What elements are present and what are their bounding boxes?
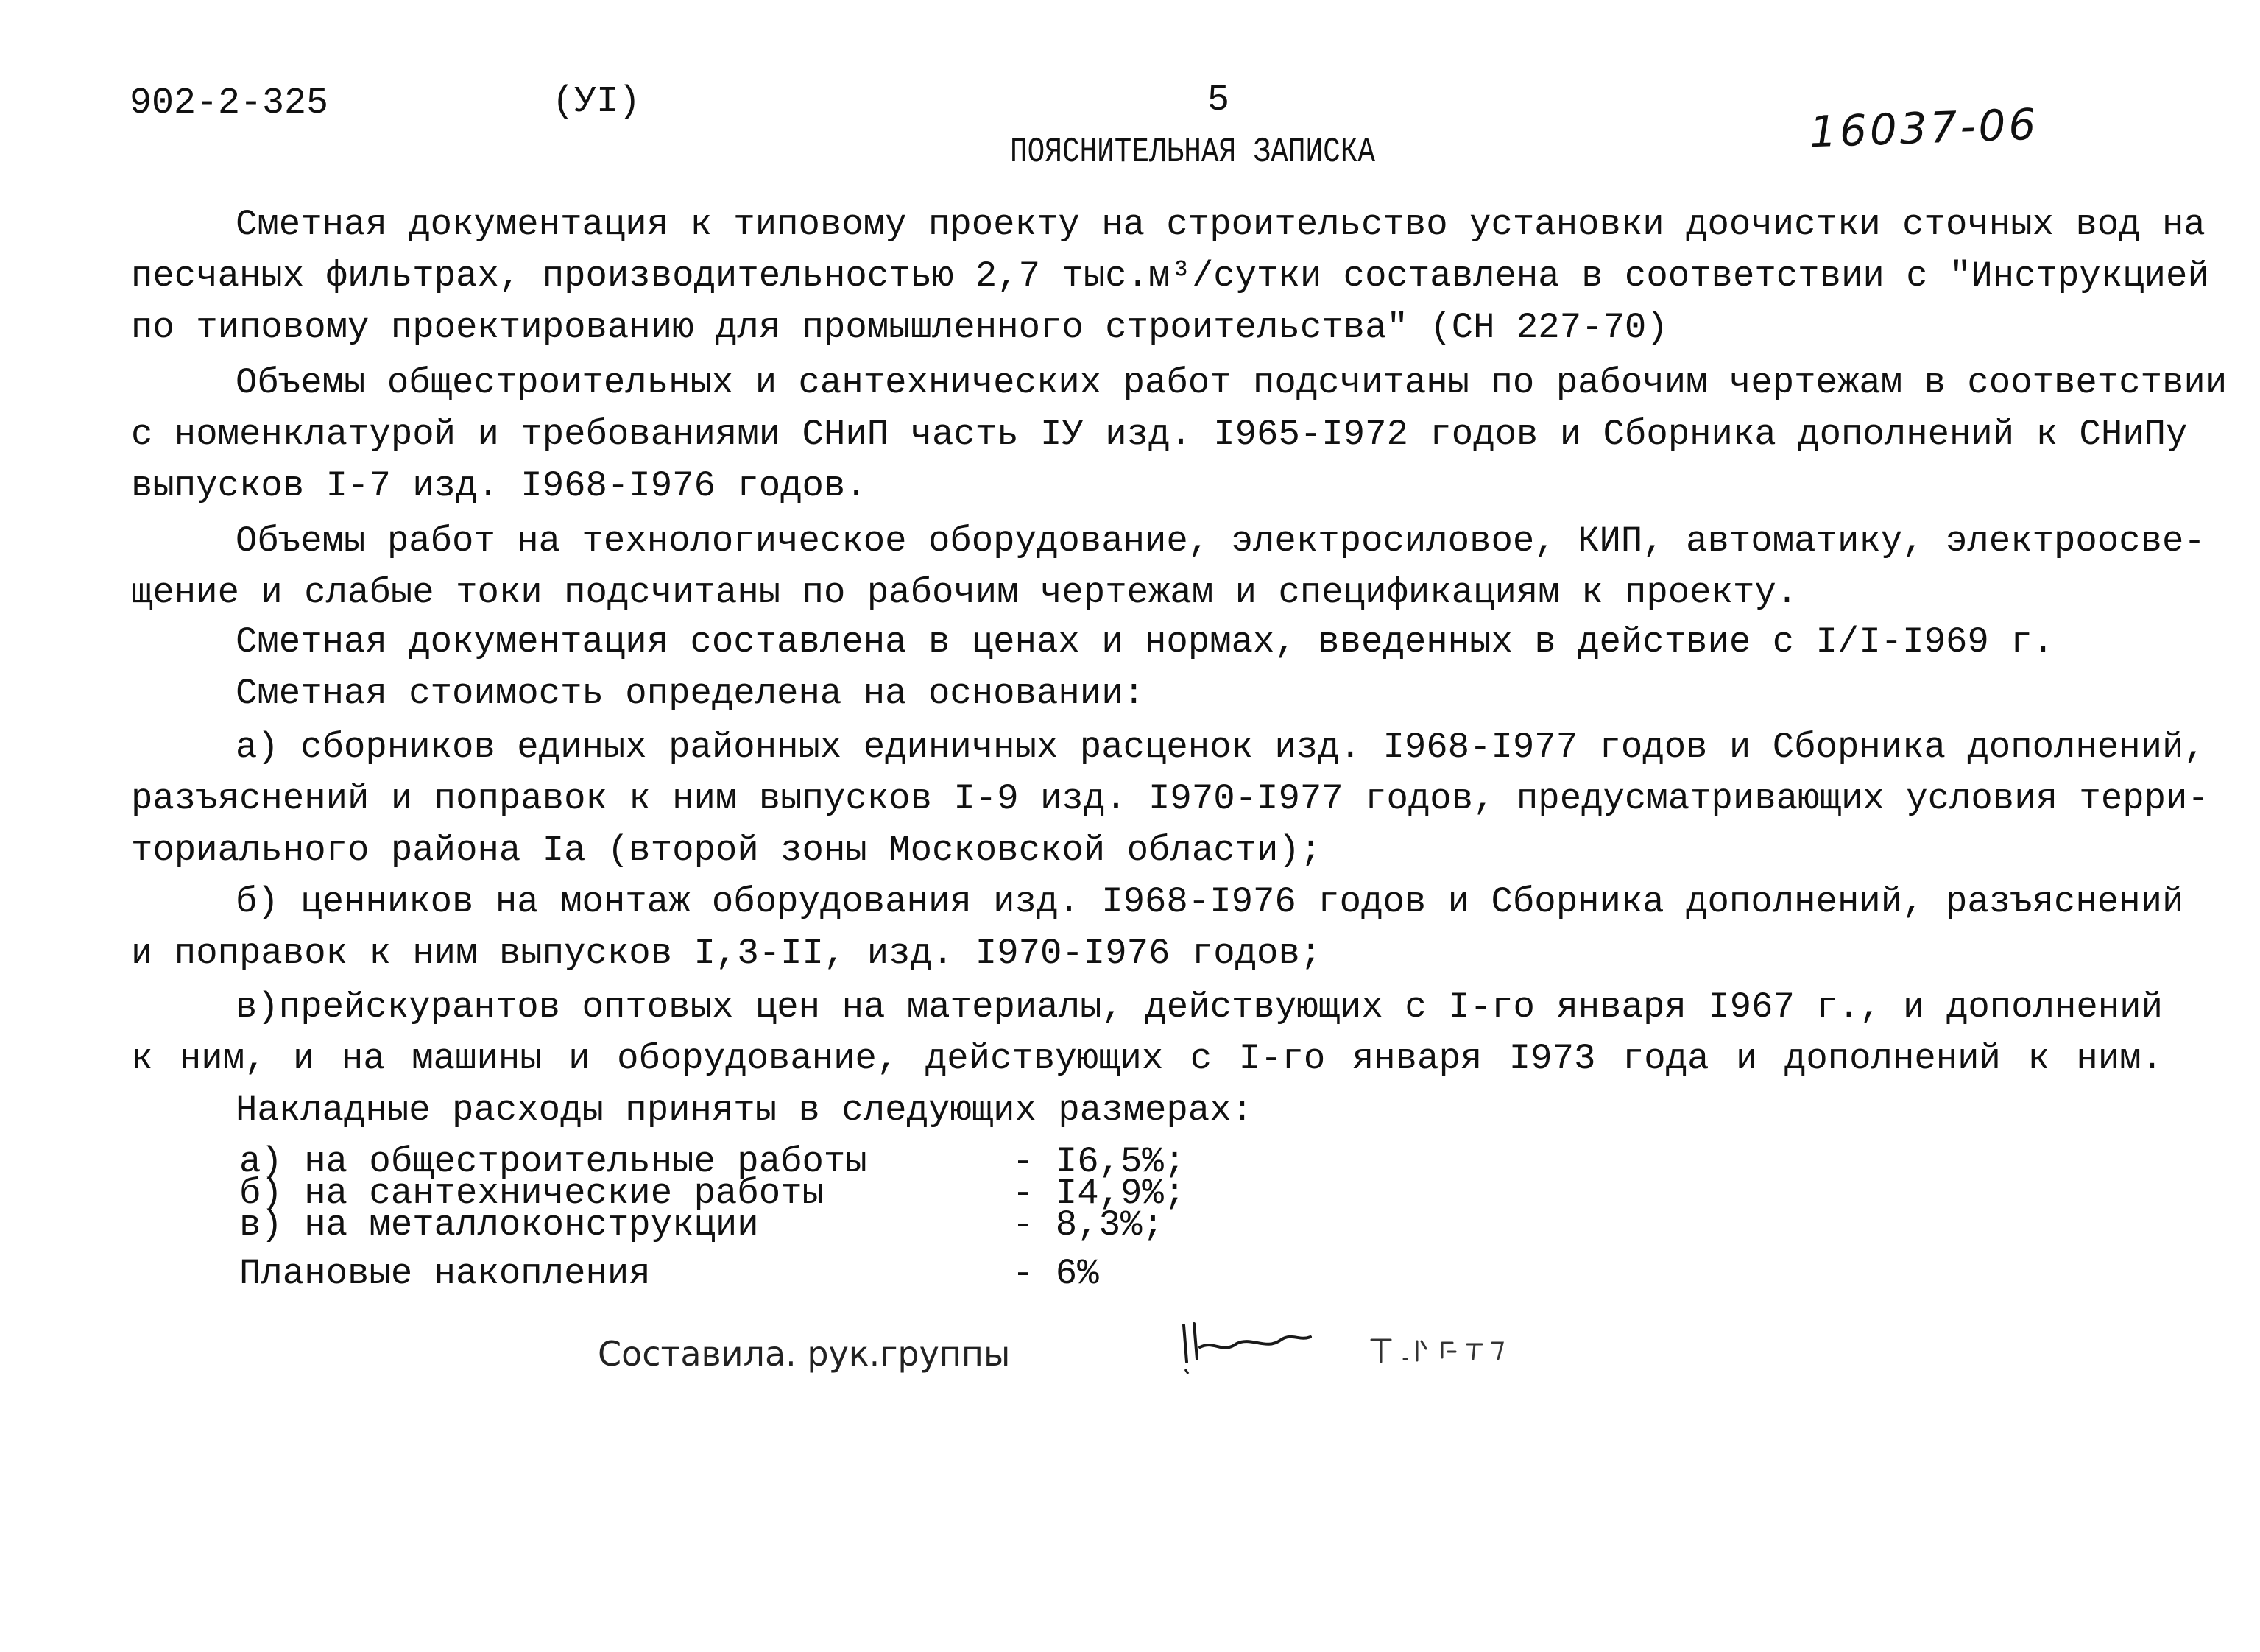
- text-line: к ним, и на машины и оборудование, действующих с I-го января I973 года и дополнений к ним.: [131, 1038, 2163, 1079]
- text-line: Сметная документация к типовому проекту на строительство установки доочистки сточных вод на: [236, 204, 2206, 245]
- handwritten-signature: [1170, 1310, 1332, 1377]
- page-title: ПОЯСНИТЕЛЬНАЯ ЗАПИСКА: [1010, 133, 1376, 172]
- overhead-label: а) на общестроительные работы: [239, 1141, 867, 1182]
- text-line: с номенклатурой и требованиями СНиП часть IУ изд. I965-I972 годов и Сборника дополнений к СНиПу: [131, 414, 2188, 455]
- planned-savings-label: Плановые накопления: [239, 1253, 651, 1294]
- text-line: в)прейскурантов оптовых цен на материалы, действующих с I-го января I967 г., и дополнений: [236, 986, 2163, 1028]
- text-line: по типовому проектированию для промышленного строительства" (СН 227-70): [131, 307, 1668, 348]
- text-line: а) сборников единых районных единичных расценок изд. I968-I977 годов и Сборника дополнений,: [236, 727, 2206, 768]
- page-number: 5: [1207, 80, 1230, 121]
- text-line: ториального района Iа (второй зоны Московской области);: [131, 830, 1322, 871]
- overhead-value: - I6,5%;: [1012, 1141, 1186, 1182]
- signatory-name-smudge: [1366, 1331, 1513, 1375]
- inventory-number: 16037-06: [1808, 99, 2040, 158]
- overhead-value: - I4,9%;: [1012, 1173, 1186, 1214]
- overhead-label: б) на сантехнические работы: [239, 1173, 824, 1214]
- text-line: Объемы общестроительных и сантехнических работ подсчитаны по рабочим чертежам в соответствии: [236, 362, 2228, 403]
- text-line: и поправок к ним выпусков I,3-II, изд. I970-I976 годов;: [131, 933, 1322, 974]
- text-line: выпусков I-7 изд. I968-I976 годов.: [131, 465, 867, 506]
- text-line: Накладные расходы приняты в следующих размерах:: [236, 1090, 1254, 1131]
- text-line: Сметная стоимость определена на основании:: [236, 673, 1145, 714]
- text-line: песчаных фильтрах, производительностью 2,7 тыс.м³/сутки составлена в соответствии с "Инструкцией: [131, 255, 2209, 297]
- text-line: б) ценников на монтаж оборудования изд. I968-I976 годов и Сборника дополнений, разъяснений: [236, 881, 2184, 922]
- signature-label: Составила. рук.группы: [598, 1334, 1011, 1374]
- overhead-label: в) на металлоконструкции: [239, 1204, 759, 1246]
- text-line: щение и слабые токи подсчитаны по рабочим чертежам и спецификациям к проекту.: [131, 572, 1798, 613]
- text-line: разъяснений и поправок к ним выпусков I-9 изд. I970-I977 годов, предусматривающих условия терри-: [131, 778, 2209, 819]
- volume-number: (УI): [552, 81, 641, 123]
- text-line: Объемы работ на технологическое оборудование, электросиловое, КИП, автоматику, электроосве-: [236, 520, 2206, 562]
- project-code: 902-2-325: [130, 82, 329, 124]
- overhead-value: - 8,3%;: [1012, 1204, 1164, 1246]
- planned-savings-value: - 6%: [1012, 1253, 1099, 1294]
- text-line: Сметная документация составлена в ценах и нормах, введенных в действие с I/I-I969 г.: [236, 621, 2055, 663]
